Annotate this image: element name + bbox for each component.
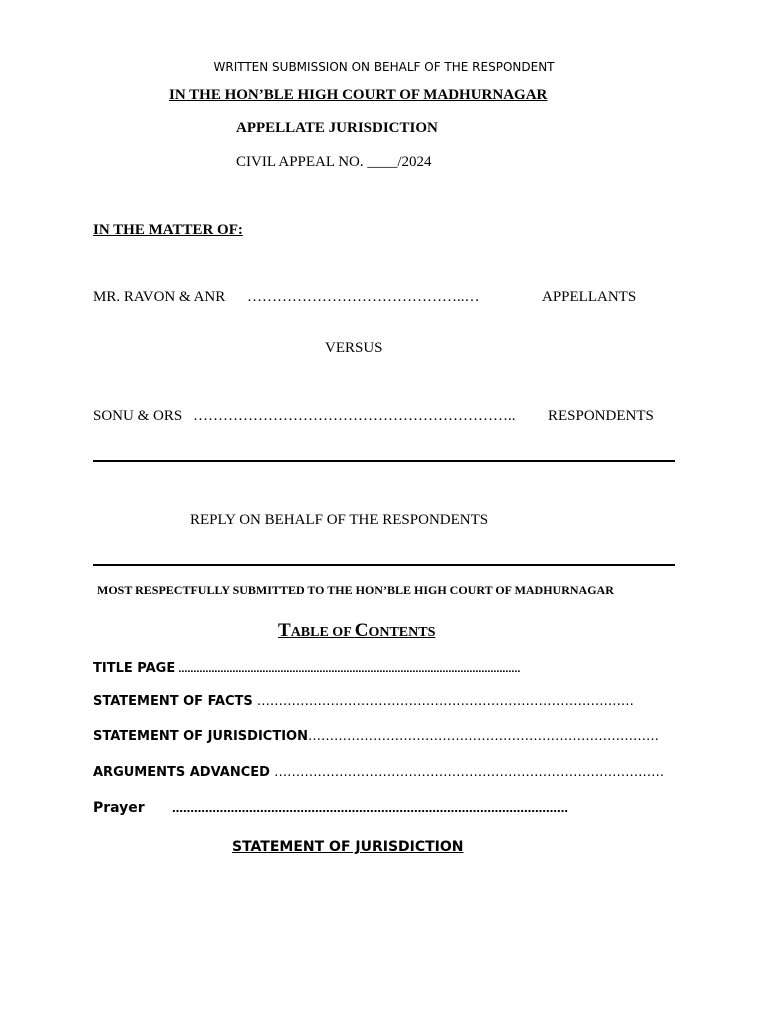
matter-heading: IN THE MATTER OF: xyxy=(93,222,243,238)
appellants-role: APPELLANTS xyxy=(542,289,637,305)
toc-item-dots: …………………………………………………………………………………………………… xyxy=(175,665,521,675)
toc-title-part2: ONTENTS xyxy=(368,625,436,640)
toc-item-label: STATEMENT OF FACTS xyxy=(93,694,253,709)
header-line: WRITTEN SUBMISSION ON BEHALF OF THE RESPONDENT xyxy=(213,60,555,74)
toc-item-arguments-advanced xyxy=(93,765,664,780)
respondents-name: SONU & ORS xyxy=(93,408,183,424)
toc-title-initial-t: T xyxy=(278,620,291,641)
toc-item-label: Prayer xyxy=(93,800,145,816)
reply-line: REPLY ON BEHALF OF THE RESPONDENTS xyxy=(190,512,489,528)
toc-item-label: ARGUMENTS ADVANCED xyxy=(93,765,270,780)
respondents-dots: ……………………………………………………….. xyxy=(193,408,516,424)
toc-item-prayer xyxy=(93,800,145,816)
versus-label: VERSUS xyxy=(325,340,383,356)
toc-item-dots: ……………………………………………………………………………… xyxy=(269,765,665,780)
toc-item-label: TITLE PAGE xyxy=(93,661,176,676)
toc-item-label: STATEMENT OF JURISDICTION xyxy=(93,729,308,744)
section-heading: STATEMENT OF JURISDICTION xyxy=(232,839,464,855)
toc-title-part1: ABLE OF xyxy=(290,625,355,640)
toc-title-initial-c: C xyxy=(354,620,369,641)
appeal-number: CIVIL APPEAL NO. ____/2024 xyxy=(236,154,432,170)
divider-bottom xyxy=(93,564,675,566)
toc-item-dots: ……………………………………………………………………… xyxy=(307,729,659,744)
toc-title xyxy=(278,620,435,642)
respondents-role: RESPONDENTS xyxy=(548,408,654,424)
court-title: IN THE HON’BLE HIGH COURT OF MADHURNAGAR xyxy=(169,87,548,103)
divider-top xyxy=(93,460,675,462)
toc-item-prayer-dots: ……………………………………………………………………………………………… xyxy=(172,802,568,815)
submitted-line: MOST RESPECTFULLY SUBMITTED TO THE HON’BLE HIGH COURT OF MADHURNAGAR xyxy=(97,583,614,597)
toc-item-title-page xyxy=(93,661,520,676)
jurisdiction-heading: APPELLATE JURISDICTION xyxy=(236,120,438,136)
appellants-dots: ……………………………………..… xyxy=(247,289,480,305)
appellants-name: MR. RAVON & ANR xyxy=(93,289,226,305)
toc-item-statement-of-jurisdiction xyxy=(93,729,659,744)
toc-item-statement-of-facts xyxy=(93,694,634,709)
toc-item-dots: …………………………………………………………………………… xyxy=(252,694,634,709)
